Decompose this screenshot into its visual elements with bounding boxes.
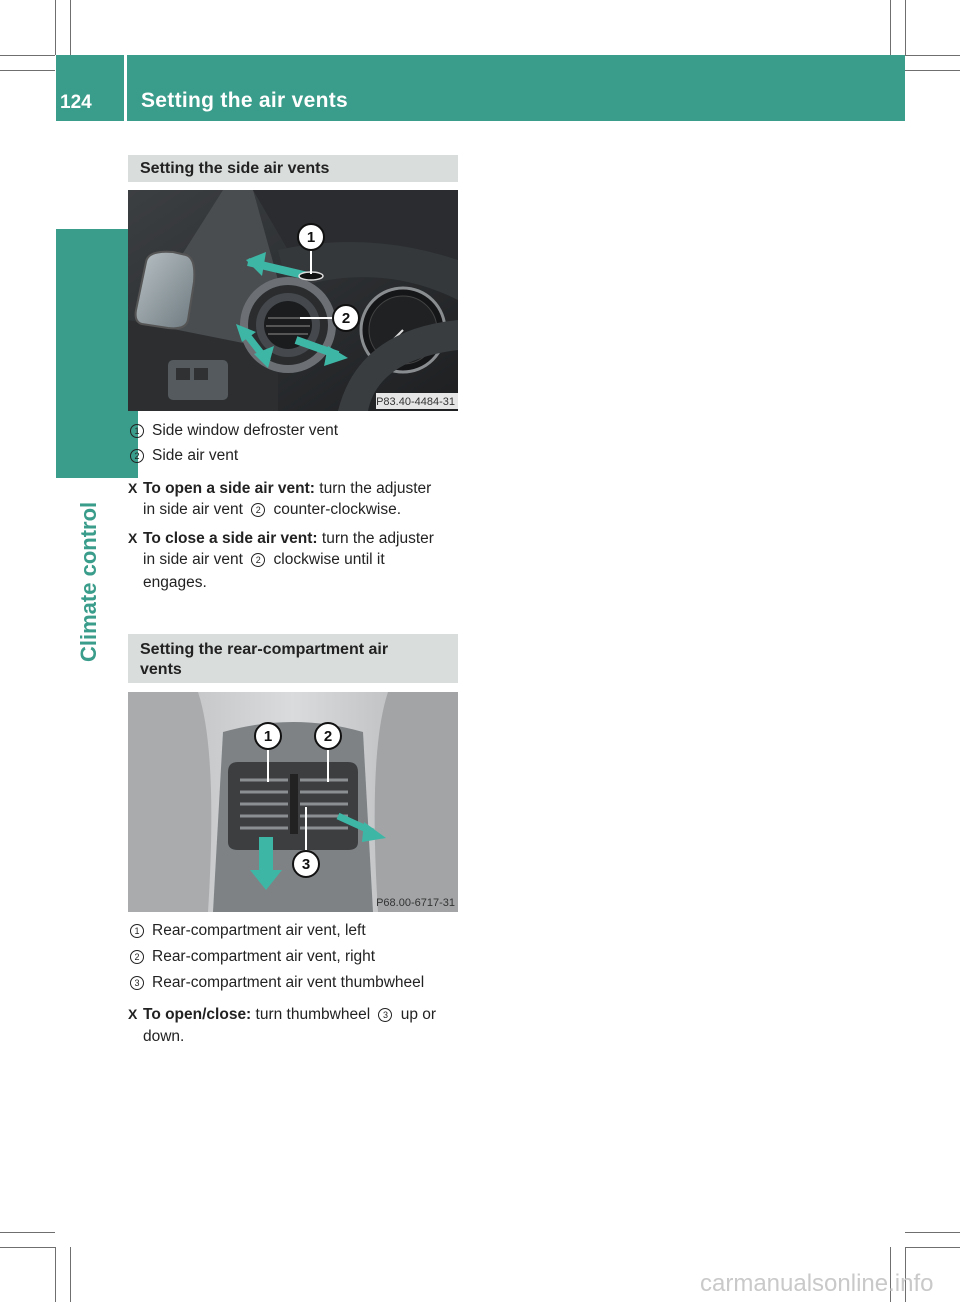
page-number: 124: [60, 92, 92, 113]
legend-item: 1 Side window defroster vent: [130, 420, 338, 442]
instruction-step-cont: engages.: [143, 574, 207, 591]
callout-1: 1: [263, 728, 273, 745]
section-heading-rear-vents: [128, 634, 458, 683]
rear-vent-figure: [128, 692, 458, 912]
legend-item: 3 Rear-compartment air vent thumbwheel: [130, 972, 424, 994]
legend-item: 1 Rear-compartment air vent, left: [130, 920, 366, 942]
instruction-step: X To close a side air vent: turn the adjuster: [128, 530, 434, 547]
legend-item: 2 Rear-compartment air vent, right: [130, 946, 375, 968]
callout-2: 2: [341, 310, 351, 327]
instruction-step: X To open a side air vent: turn the adjuster: [128, 480, 432, 497]
rear-vent-illustration: [128, 692, 458, 912]
section-heading-side-vents: Setting the side air vents: [128, 155, 458, 182]
callout-3: 3: [301, 856, 311, 873]
instruction-step: X To open/close: turn thumbwheel 3 up or: [128, 1006, 437, 1023]
side-vent-illustration: [128, 190, 458, 411]
header-divider: [124, 55, 127, 121]
section-heading-line: Setting the rear-compartment air: [140, 641, 389, 658]
instruction-step-cont: in side air vent 2 counter-clockwise.: [143, 501, 402, 518]
watermark: carmanualsonline.info: [700, 1270, 934, 1297]
page-title: Setting the air vents: [141, 89, 349, 112]
instruction-step-cont: in side air vent 2 clockwise until it: [143, 551, 385, 568]
side-vent-figure: [128, 190, 458, 411]
figure-id: P68.00-6717-31: [376, 897, 455, 909]
chapter-tab: [56, 229, 138, 478]
legend-item: 2 Side air vent: [130, 445, 238, 467]
chapter-label: Climate control: [76, 501, 101, 662]
figure-id: P83.40-4484-31: [376, 396, 455, 408]
instruction-step-cont: down.: [143, 1028, 185, 1045]
callout-1: 1: [306, 229, 316, 246]
callout-2: 2: [323, 728, 333, 745]
section-heading-line: vents: [140, 661, 182, 678]
